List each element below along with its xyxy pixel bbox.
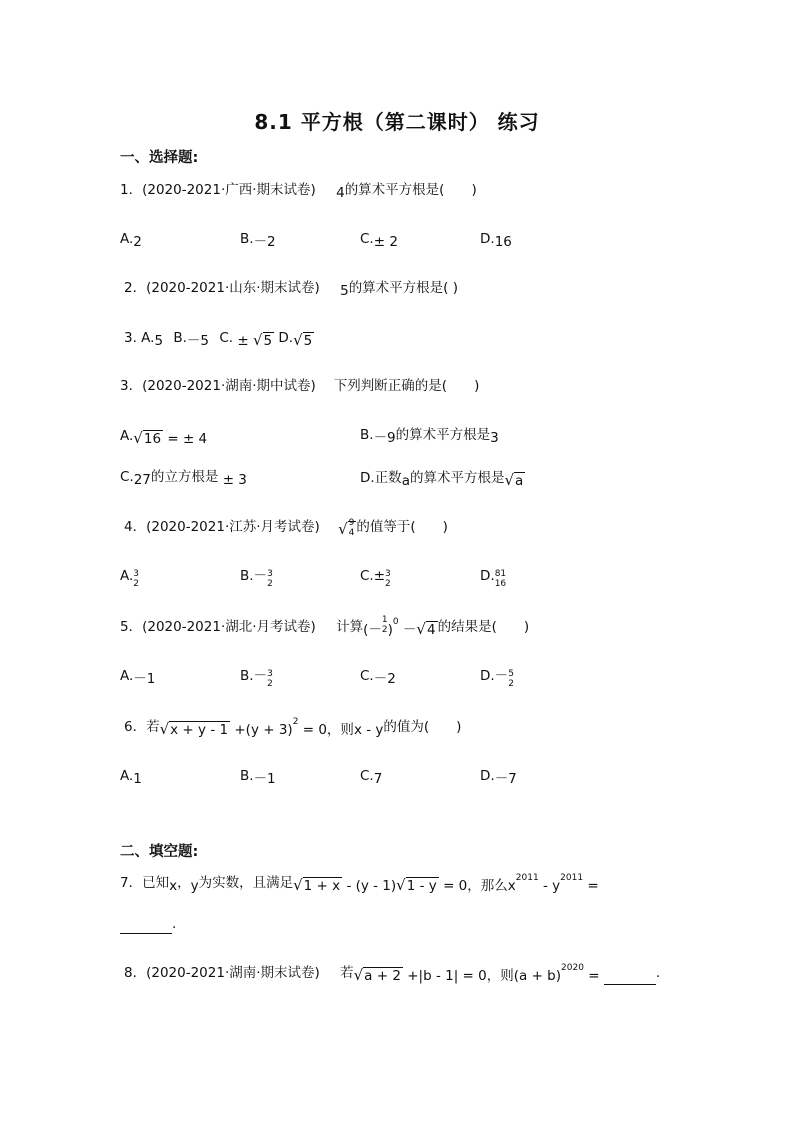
math-text: ± 3	[222, 472, 247, 488]
fraction	[267, 569, 273, 589]
question-6	[124, 716, 461, 739]
math-text: 8．(2020-2021·湖南·期末试卷)	[124, 965, 320, 981]
math-text: 3	[133, 569, 140, 579]
math-text: 2011	[515, 873, 539, 883]
math-text: 6．若	[124, 719, 160, 735]
math-text: 0	[392, 617, 399, 627]
radical	[416, 619, 437, 640]
math-text: 81	[494, 569, 507, 579]
math-part: √	[133, 429, 143, 447]
math-text: =	[587, 878, 599, 894]
q2-option-a[interactable]	[124, 330, 163, 349]
question-7	[120, 872, 599, 895]
math-text: 7．已知	[120, 875, 170, 891]
math-text: 3	[267, 669, 273, 679]
math-text: ，	[177, 875, 191, 891]
math-text: 的立方根是	[150, 469, 219, 485]
math-text: D.	[480, 568, 495, 584]
math-text: 7	[373, 771, 383, 787]
q5-option-c[interactable]	[360, 666, 396, 686]
math-text: a + 2	[364, 968, 401, 984]
math-part: √	[159, 720, 170, 738]
q6-option-c[interactable]	[360, 766, 382, 786]
math-text: x	[169, 878, 178, 894]
q2-option-c[interactable]	[219, 330, 274, 349]
q2-option-b[interactable]	[173, 330, 210, 349]
math-text: =	[588, 968, 600, 984]
math-text: a	[401, 473, 410, 489]
q6-option-d[interactable]	[480, 766, 517, 786]
math-text: －	[402, 622, 417, 638]
math-text: x - y	[353, 722, 384, 738]
question-5	[120, 616, 529, 639]
math-text: －5	[186, 333, 210, 349]
q2-options	[124, 327, 314, 348]
math-text: A.	[120, 231, 134, 247]
q6-option-a[interactable]	[120, 766, 142, 786]
math-text: 2．(2020-2021·山东·期末试卷)	[124, 280, 320, 296]
math-text: 的算术平方根是	[409, 470, 505, 486]
math-text: - (y - 1)	[346, 878, 397, 894]
math-text: B.	[173, 330, 187, 346]
q2-option-d[interactable]	[278, 330, 314, 349]
math-text: 下列判断正确的是( )	[333, 378, 480, 394]
q3-option-a[interactable]	[120, 425, 207, 446]
math-text: A.	[120, 768, 134, 784]
math-text: －2	[373, 671, 396, 687]
math-part: √	[293, 876, 303, 894]
math-text: 9	[348, 518, 355, 528]
math-text: ± 2	[373, 234, 398, 250]
math-text: 的值等于( )	[356, 519, 448, 535]
math-text: －1	[253, 771, 276, 787]
math-text: D.	[278, 330, 294, 346]
math-text: 2	[381, 625, 388, 635]
math-text: 5	[303, 333, 313, 349]
q1-option-c[interactable]	[360, 229, 398, 249]
math-text: 2	[508, 679, 514, 689]
math-text: B.	[360, 427, 374, 443]
q6-option-b[interactable]	[240, 766, 276, 786]
math-text: (－	[363, 622, 382, 638]
math-text: 1	[381, 615, 388, 625]
math-text: －2	[253, 234, 276, 250]
math-text: 16	[494, 579, 507, 589]
math-text: C.	[120, 469, 134, 485]
radical	[504, 470, 525, 491]
math-text: 2020	[561, 963, 584, 973]
math-text: 5	[263, 333, 273, 349]
math-text: 的算术平方根是( )	[344, 182, 477, 198]
section-heading-choice: 一、选择题:	[120, 150, 199, 166]
math-text: 5	[154, 333, 164, 349]
math-text: 2011	[560, 873, 584, 883]
math-text: C.	[360, 768, 374, 784]
math-text: 计算	[336, 619, 364, 635]
math-text: 3．(2020-2021·湖南·期中试卷)	[120, 378, 316, 394]
question-1	[120, 180, 477, 200]
q4-option-c[interactable]	[360, 566, 391, 589]
q7-answer-blank[interactable]	[120, 919, 172, 934]
q3-option-b[interactable]	[360, 425, 499, 445]
q4-option-d[interactable]	[480, 566, 507, 589]
math-part: √	[353, 966, 364, 984]
fraction	[382, 615, 388, 635]
question-3	[120, 376, 479, 396]
math-text: D.	[480, 231, 495, 247]
math-text: 4	[426, 622, 436, 638]
q1-option-a[interactable]	[120, 229, 142, 249]
section-heading-fill: 二、填空题:	[120, 844, 199, 860]
math-text: 16	[143, 431, 162, 447]
math-text: 的结果是( )	[437, 619, 530, 635]
math-text: B.－	[240, 668, 268, 684]
math-text: 27	[133, 472, 151, 488]
q4-option-a[interactable]	[120, 566, 140, 589]
math-text: )	[387, 622, 393, 638]
math-text: 3	[267, 569, 273, 579]
question-4	[124, 516, 448, 537]
q5-option-d[interactable]	[480, 666, 514, 689]
math-text: = ± 4	[167, 431, 208, 447]
math-text: 2	[267, 679, 273, 689]
math-part: √	[293, 331, 303, 349]
fraction	[385, 569, 391, 589]
math-text: 的算术平方根是	[395, 427, 491, 443]
math-text: ±	[237, 333, 253, 349]
math-text: －9	[373, 430, 396, 446]
math-text: A.	[120, 568, 134, 584]
math-text: 2	[292, 717, 299, 727]
math-text: B.	[240, 768, 254, 784]
math-text: 为实数，且满足	[198, 875, 294, 891]
q7-answer-line	[120, 914, 176, 934]
question-2	[124, 278, 458, 298]
math-text: 2	[385, 579, 391, 589]
math-text: －1	[133, 671, 156, 687]
math-text: .	[655, 965, 661, 981]
math-part: √	[504, 471, 515, 489]
math-text: C.	[360, 668, 374, 684]
math-text: 5	[340, 283, 349, 299]
math-text: 的算术平方根是( )	[348, 280, 459, 296]
math-text: 5	[508, 669, 514, 679]
radical	[338, 519, 356, 540]
math-text: D.－	[480, 668, 509, 684]
math-text: 若	[340, 965, 354, 981]
math-text: x + y - 1	[170, 722, 229, 738]
math-text: B.－	[240, 568, 268, 584]
math-text: - y	[542, 878, 561, 894]
math-text: 2	[267, 579, 273, 589]
math-text: = 0，则	[302, 722, 354, 738]
q1-option-b[interactable]	[240, 229, 276, 249]
math-text: y	[190, 878, 199, 894]
q5-option-b[interactable]	[240, 666, 273, 689]
question-8	[124, 962, 660, 985]
math-part	[348, 518, 357, 538]
math-text: D.正数	[360, 470, 402, 486]
math-text: D.	[480, 768, 495, 784]
radical	[133, 428, 163, 449]
math-part: √	[338, 520, 348, 538]
math-text: 16	[494, 234, 512, 250]
math-text: 的值为( )	[383, 719, 462, 735]
q5-option-a[interactable]	[120, 666, 155, 686]
math-text: 5．(2020-2021·湖北·月考试卷)	[120, 619, 316, 635]
math-text: (a + b)	[513, 968, 562, 984]
math-text: 1．(2020-2021·广西·期末试卷)	[120, 182, 316, 198]
math-text: 3	[490, 430, 499, 446]
radical	[293, 330, 314, 351]
math-text: C.±	[360, 568, 386, 584]
math-text: 4．(2020-2021·江苏·月考试卷)	[124, 519, 320, 535]
math-text: 3. A.	[124, 330, 155, 346]
fraction	[495, 569, 506, 589]
math-text: A.	[120, 668, 134, 684]
q1-option-d[interactable]	[480, 229, 512, 249]
fraction	[508, 669, 514, 689]
q4-option-b[interactable]	[240, 566, 273, 589]
fraction	[349, 518, 355, 538]
math-text: 4	[348, 528, 355, 538]
math-text: A.	[120, 428, 134, 444]
math-part: √	[252, 331, 263, 349]
math-text: 3	[385, 569, 391, 579]
math-text: C.	[360, 231, 374, 247]
math-part: √	[416, 620, 426, 638]
math-text: +(y + 3)	[234, 722, 293, 738]
radical	[354, 965, 403, 986]
radical	[396, 875, 439, 896]
math-text: 2	[133, 234, 142, 250]
math-text: = 0，那么	[443, 878, 508, 894]
q3-option-d[interactable]	[360, 467, 525, 488]
math-part: √	[396, 876, 406, 894]
math-text: C.	[219, 330, 234, 346]
math-text: －7	[494, 771, 517, 787]
fraction	[267, 669, 273, 689]
radical	[160, 719, 230, 740]
math-text: .	[172, 916, 177, 932]
math-text: 1 + x	[303, 878, 341, 894]
radical	[253, 330, 274, 351]
math-text: x	[507, 878, 516, 894]
math-text: a	[515, 473, 524, 489]
q3-option-c[interactable]	[120, 467, 247, 487]
math-text: B.	[240, 231, 254, 247]
q8-answer-blank[interactable]	[604, 970, 656, 985]
math-text: +|b - 1| = 0，则	[407, 968, 514, 984]
math-text: 1 - y	[406, 878, 437, 894]
fraction	[133, 569, 139, 589]
math-text: 1	[133, 771, 142, 787]
math-text: 4	[336, 185, 345, 201]
radical	[293, 875, 342, 896]
page-title: 8.1 平方根（第二课时） 练习	[254, 110, 540, 134]
math-text: 2	[133, 579, 140, 589]
